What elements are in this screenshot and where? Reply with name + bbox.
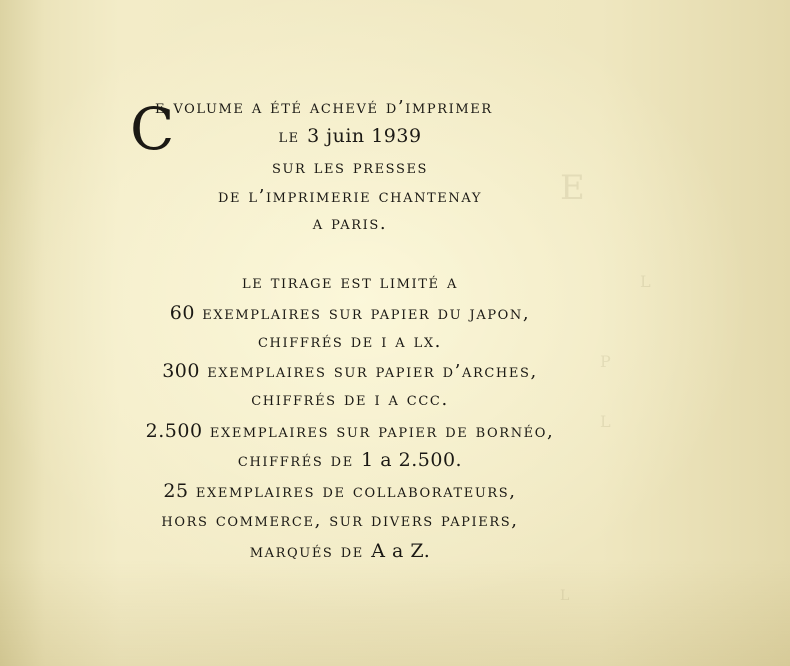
colophon-line-1: e volume a été achevé d’imprimer xyxy=(155,97,493,118)
colophon-line-2: le 3 juin 1939 xyxy=(278,125,422,147)
show-through-text: P xyxy=(600,352,613,371)
tirage-arches-numbering: chiffrés de i a ccc. xyxy=(251,389,449,410)
show-through-text: L xyxy=(560,588,572,604)
colophon-line-5: a paris. xyxy=(312,213,388,234)
tirage-collab-line-2: hors commerce, sur divers papiers, xyxy=(161,510,519,531)
drop-capital: C xyxy=(130,95,175,163)
tirage-borneo-numbering: chiffrés de 1 a 2.500. xyxy=(237,449,463,471)
tirage-japon-numbering: chiffrés de i a lx. xyxy=(258,331,442,352)
tirage-intro: le tirage est limité a xyxy=(242,272,458,293)
tirage-collab-line-1: 25 exemplaires de collaborateurs, xyxy=(163,480,517,502)
show-through-text: L xyxy=(600,412,613,431)
show-through-text: E xyxy=(560,168,587,208)
tirage-borneo-line: 2.500 exemplaires sur papier de bornéo, xyxy=(145,420,555,442)
tirage-arches-line: 300 exemplaires sur papier d’arches, xyxy=(162,360,538,382)
tirage-japon-line: 60 exemplaires sur papier du japon, xyxy=(169,302,531,324)
colophon-line-4: de l’imprimerie chantenay xyxy=(217,186,483,207)
show-through-text: L xyxy=(640,272,653,291)
colophon-line-3: sur les presses xyxy=(271,157,429,178)
tirage-collab-line-3: marqués de A a Z. xyxy=(249,540,431,562)
